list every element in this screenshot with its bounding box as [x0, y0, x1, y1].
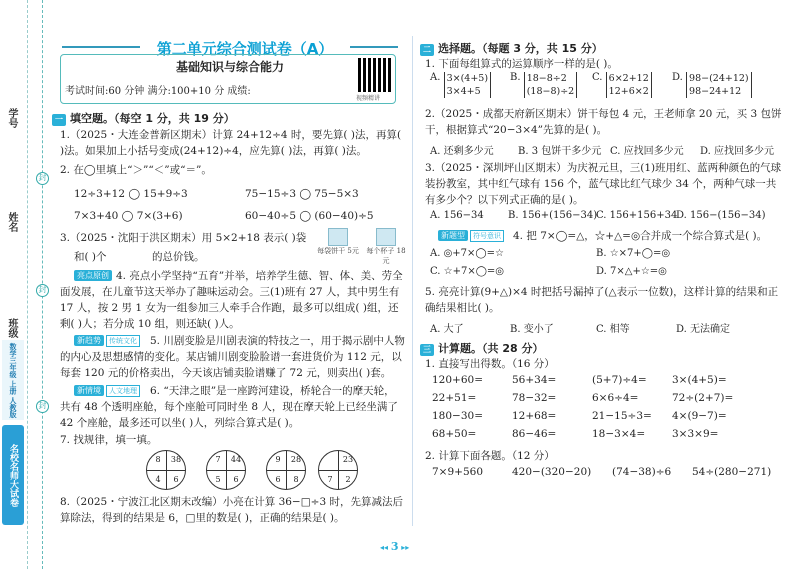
- mental-math-item: 180−30=: [432, 410, 483, 422]
- choice-2-option-c[interactable]: C. 应找回多少元: [610, 146, 684, 157]
- calc-2: 2. 计算下面各题。（12 分）: [425, 450, 555, 462]
- section-calc: [420, 340, 543, 356]
- cookie-icon: [328, 228, 348, 246]
- wheel-number: 6: [233, 475, 239, 484]
- wheel-number: 9: [275, 455, 281, 464]
- mental-math-item: 6×6÷4=: [592, 392, 639, 404]
- wheel-number: 7: [215, 455, 221, 464]
- class-label: 班级: [6, 318, 17, 338]
- choice-1-option-c[interactable]: C. 6×2+12 12+6×2: [592, 72, 652, 98]
- wheel-number: 8: [155, 455, 161, 464]
- section-title: 选择题。（每题 3 分，共 15 分）: [438, 42, 603, 55]
- question-1: 1.（2025・大连金普新区期末）计算 24+12÷4 时，要先算( )法，再算( )法。如果加上小括号变成(24+12)÷4，应先算( )法，再算( )法。: [60, 129, 402, 157]
- wheel-number: 5: [215, 475, 221, 484]
- tag-culture: 传统文化: [106, 335, 140, 347]
- name-label: 姓名: [6, 212, 17, 232]
- wheel-number: 6: [275, 475, 281, 484]
- section-number-icon: 三: [420, 344, 434, 356]
- wheel-number: 8: [293, 475, 299, 484]
- tag-original: 亮点原创: [74, 270, 112, 281]
- mental-math-item: 78−32=: [512, 392, 557, 404]
- question-5: 5. 川剧变脸是川剧表演的特技之一，用于揭示剧中人物的内心及思想感情的变化。某店铺川剧变脸脸谱一套进货价为 112 元，以每套 120 元的价格卖出，今天该店铺卖脸谱赚了 72 元，则卖出( )套。: [60, 335, 405, 379]
- mental-math-item: 68+50=: [432, 428, 477, 440]
- tag-new-context: 新情境: [74, 385, 104, 396]
- calc-item: 54÷(280−271): [692, 466, 772, 478]
- tag-symbol: 符号意识: [470, 230, 504, 242]
- calc-item: 420−(320−20): [512, 466, 592, 478]
- mental-math-item: 18−3×4=: [592, 428, 646, 440]
- section-title: 计算题。（共 28 分）: [438, 342, 544, 355]
- mental-math-item: 120+60=: [432, 374, 483, 386]
- wheel-number: 38: [170, 455, 182, 464]
- pattern-wheel: [266, 450, 306, 490]
- section-title: 填空题。（每空 1 分，共 19 分）: [70, 112, 235, 125]
- compare-item: 60−40÷5 ◯ (60−40)÷5: [245, 210, 374, 222]
- question-6: 6. “天津之眼”是一座跨河建设，桥轮合一的摩天轮，共有 48 个透明座舱，每个座舱可同时坐 8 人，现在摩天轮上已经坐满了 42 个座舱，最多还可以坐( )人，列综合算式是( )。: [60, 385, 398, 429]
- column-divider: [412, 36, 413, 526]
- calc-1: 1. 直接写出得数。（16 分）: [425, 358, 555, 370]
- pattern-wheel: [318, 450, 358, 490]
- choice-5-option-a[interactable]: A. 大了: [430, 324, 464, 335]
- compare-item: 7×3+40 ◯ 7×(3+6): [74, 210, 183, 222]
- choice-1-option-b[interactable]: B. 18−8÷2 (18−8)÷2: [510, 72, 577, 98]
- mental-math-item: 22+51=: [432, 392, 477, 404]
- tag-new-trend: 新趋势: [74, 335, 104, 346]
- tag-geography: 人文地理: [106, 385, 140, 397]
- mental-math-item: 56+34=: [512, 374, 557, 386]
- tag-new-type: 新题型: [438, 230, 468, 241]
- choice-3: 3.（2025・深圳坪山区期末）为庆祝元旦，三(1)班用红、蓝两种颜色的气球装扮教室，其中红气球有 156 个，蓝气球比红气球少 34 个，两种气球一共有多少个？以下列式正确的是( )。: [425, 162, 782, 206]
- title-rule: [62, 46, 140, 48]
- choice-1-option-d[interactable]: D. 98−(24+12) 98−24+12: [672, 72, 752, 98]
- cup-price: 每个杯子 18元: [366, 247, 406, 265]
- cookie-price: 每袋饼干 5元: [317, 247, 359, 255]
- compare-item: 12÷3+12 ◯ 15+9÷3: [74, 188, 188, 200]
- calc-item: 7×9+560: [432, 466, 483, 478]
- question-8: 8.（2025・宁波江北区期末改编）小亮在计算 36−□÷3 时，先算减法后算除法，得到的结果是 6，□里的数是( )，正确的结果是( )。: [60, 496, 403, 524]
- choice-5-option-b[interactable]: B. 变小了: [510, 324, 554, 335]
- question-3-part: 和( )个: [74, 251, 107, 263]
- page-subtitle: 基础知识与综合能力: [175, 60, 284, 74]
- page-number-value: 3: [390, 540, 399, 553]
- choice-3-option-a[interactable]: A. 156−34: [430, 210, 484, 221]
- question-3-part: 的总价钱。: [152, 251, 205, 263]
- choice-3-option-c[interactable]: C. 156+156+34: [596, 210, 678, 221]
- choice-4-option-d[interactable]: D. 7×△+☆=◎: [596, 266, 667, 277]
- brand-label: 名校名师大试卷: [2, 425, 24, 525]
- seal-mark: 封: [36, 284, 49, 297]
- choice-2-option-b[interactable]: B. 3 包饼干多少元: [518, 146, 602, 157]
- question-3: 3.（2025・沈阳于洪区期末）用 5×2+18 表示( )袋: [60, 232, 307, 244]
- pattern-wheel: [146, 450, 186, 490]
- qr-label: 视频精讲: [356, 95, 381, 102]
- binding-strip: [0, 0, 28, 569]
- compare-item: 75−15÷3 ◯ 75−5×3: [245, 188, 359, 200]
- mental-math-item: 86−46=: [512, 428, 557, 440]
- page-title: 第二单元综合测试卷（A）: [156, 40, 334, 58]
- choice-4-option-b[interactable]: B. ☆×7+◯=◎: [596, 248, 671, 259]
- section-number-icon: 一: [52, 114, 66, 126]
- choice-3-option-b[interactable]: B. 156+(156−34): [508, 210, 598, 221]
- seal-mark: 封: [36, 400, 49, 413]
- qr-code-icon[interactable]: [358, 58, 392, 92]
- choice-3-option-d[interactable]: D. 156−(156−34): [676, 210, 766, 221]
- wheel-number: 7: [327, 475, 333, 484]
- wheel-number: 28: [290, 455, 302, 464]
- mental-math-item: (5+7)÷4=: [592, 374, 647, 386]
- mental-math-item: 3×3×9=: [672, 428, 719, 440]
- choice-5-option-d[interactable]: D. 无法确定: [676, 324, 731, 335]
- choice-1-option-a[interactable]: A. 3×(4+5) 3×4+5: [430, 72, 491, 98]
- question-2: 2. 在◯里填上“＞”“＜”或“＝”。: [60, 164, 212, 176]
- choice-2: 2.（2025・成都天府新区期末）饼干每包 4 元，王老师拿 20 元，买 3 包饼干，根据算式“20−3×4”先算的是( )。: [425, 108, 782, 136]
- cup-icon: [376, 228, 396, 246]
- choice-4: 4. 把 7×◯=△，☆+△=◎合并成一个综合算式是( )。: [513, 230, 768, 242]
- section-choice: [420, 40, 603, 56]
- book-label: 数学三年级 上册 人教版: [2, 340, 24, 420]
- wheel-number: 44: [230, 455, 242, 464]
- school-id-label: 学号: [6, 108, 17, 128]
- mental-math-item: 72÷(2+7)=: [672, 392, 734, 404]
- section-fill-blank: [52, 110, 235, 126]
- exam-info: 考试时间:60 分钟 满分:100+10 分 成绩:: [65, 86, 251, 97]
- choice-2-option-d[interactable]: D. 应找回多少元: [700, 146, 775, 157]
- mental-math-item: 4×(9−7)=: [672, 410, 727, 422]
- section-number-icon: 二: [420, 44, 434, 56]
- mental-math-item: 3×(4+5)=: [672, 374, 727, 386]
- seal-mark: 封: [36, 172, 49, 185]
- wheel-number: 4: [155, 475, 161, 484]
- choice-5: 5. 亮亮计算(9+△)×4 时把括号漏掉了(△表示一位数)，这样计算的结果和正确结果相比( )。: [425, 286, 779, 314]
- question-7: 7. 找规律，填一填。: [60, 434, 158, 446]
- cookie-bag-image: [316, 228, 360, 256]
- mental-math-item: 21−15÷3=: [592, 410, 652, 422]
- wheel-number: 23: [342, 455, 354, 464]
- calc-item: (74−38)÷6: [612, 466, 672, 478]
- choice-5-option-c[interactable]: C. 相等: [596, 324, 630, 335]
- choice-1: 1. 下面每组算式的运算顺序一样的是( )。: [425, 58, 618, 70]
- choice-2-option-a[interactable]: A. 还剩多少元: [430, 146, 494, 157]
- choice-4-option-c[interactable]: C. ☆+7×◯=◎: [430, 266, 505, 277]
- page-number: ◂◂ 3 ▸▸: [380, 540, 410, 553]
- wheel-number: 2: [345, 475, 351, 484]
- mental-math-item: 12+68=: [512, 410, 557, 422]
- choice-4-option-a[interactable]: A. ◎+7×◯=☆: [430, 248, 504, 259]
- wheel-number: 6: [173, 475, 179, 484]
- question-4: 4. 亮点小学坚持“五育”并举，培养学生德、智、体、美、劳全面发展，在儿童节这天举办了趣味运动会。三(1)班有 27 人，其中男生有 17 人，按 2 男 1 女为一组参加三人牵手合作跑，最多可以组成( )组，还剩( )人；若分成 10 组，则还缺( )人。: [60, 270, 403, 330]
- cup-image: [364, 228, 408, 266]
- title-rule: [350, 46, 398, 48]
- pattern-wheel: [206, 450, 246, 490]
